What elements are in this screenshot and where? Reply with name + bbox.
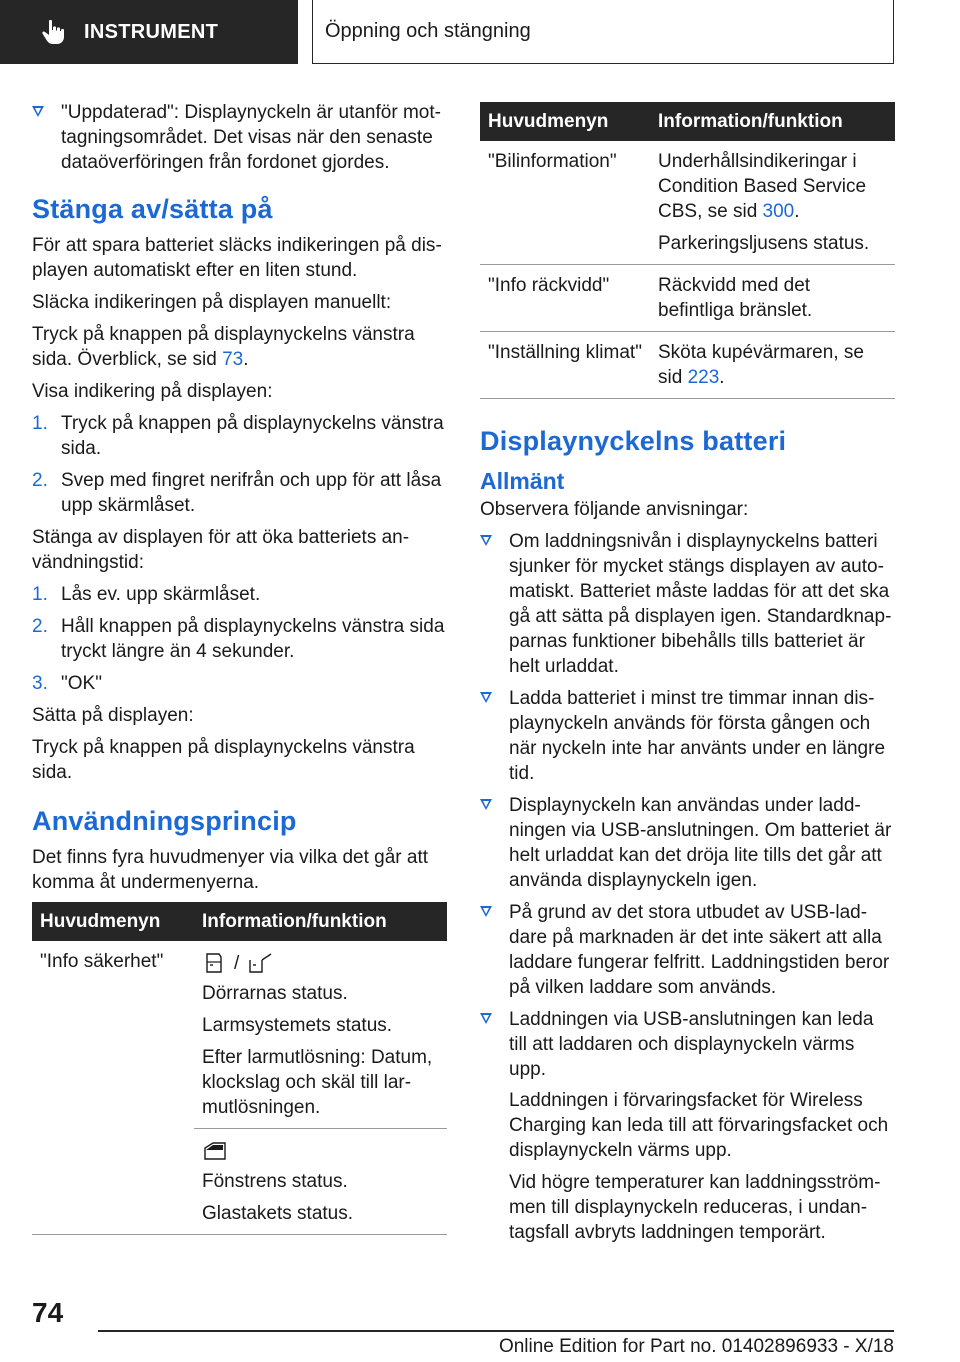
step-number: 2. bbox=[32, 616, 48, 637]
edition-text: Online Edition for Part no. 01402896933 - X/18 bbox=[498, 1336, 894, 1357]
table-row bbox=[480, 265, 895, 332]
triangle-bullet-icon bbox=[480, 1013, 492, 1024]
paragraph: Tryck på knappen på displaynyckelns vänstra sida. bbox=[32, 737, 415, 783]
menu-name-cell bbox=[32, 1129, 194, 1235]
paragraph: Stänga av displayen för att öka batteriets användningstid: bbox=[32, 527, 410, 573]
heading-usage-principle: Användningsprincip bbox=[32, 806, 297, 836]
chapter-title-text: Öppning och stängning bbox=[325, 20, 531, 42]
menu-name-cell: "Bilinformation" bbox=[480, 141, 650, 265]
table-row bbox=[480, 141, 895, 265]
paragraph: Observera följande anvisningar: bbox=[480, 499, 749, 520]
list-item-text: Ladda batteriet i minst tre timmar innan displaynyckeln används för första gången och när nyckeln inte har använts under en längre tid. bbox=[509, 688, 886, 784]
info-text-part: Underhållsindikeringar i Condition Based Service CBS, se sid bbox=[658, 151, 867, 222]
paragraph: Det finns fyra huvudmenyer via vilka det går att komma åt undermenyerna. bbox=[32, 847, 429, 893]
triangle-bullet-icon bbox=[480, 692, 492, 703]
battery-notes-list bbox=[480, 529, 895, 1245]
list-item bbox=[32, 411, 447, 461]
menu-name-cell: "Inställning klimat" bbox=[480, 332, 650, 399]
page-number: 74 bbox=[32, 1297, 64, 1328]
info-text: Glastakets status. bbox=[202, 1203, 354, 1224]
info-cell bbox=[650, 265, 895, 332]
paragraph: För att spara batteriet släcks indikeringen på displayen automatiskt efter en liten stund. bbox=[32, 235, 442, 281]
info-text: Dörrarnas status. bbox=[202, 983, 348, 1004]
triangle-bullet-icon bbox=[480, 799, 492, 810]
window-icon-row bbox=[202, 1137, 441, 1165]
section-tab[interactable] bbox=[0, 0, 298, 64]
icon-separator: / bbox=[234, 952, 240, 974]
info-text: Efter larmutlösning: Datum, klockslag och skäl till larmutlösningen. bbox=[202, 1047, 433, 1118]
info-cell bbox=[194, 1129, 447, 1235]
info-text: Parkeringsljusens status. bbox=[658, 233, 870, 254]
intro-bullet-list bbox=[32, 100, 447, 175]
list-item-subparagraph: Vid högre temperaturer kan laddningsströmmen till displaynyckeln reduceras, i undantagsfall avbryts laddningen temporärt. bbox=[509, 1172, 881, 1243]
car-window-icon bbox=[202, 1139, 228, 1163]
info-text: Fönstrens status. bbox=[202, 1171, 348, 1192]
paragraph-text: Tryck på knappen på displaynyckelns vänstra sida. Överblick, se sid bbox=[32, 324, 415, 370]
info-cell bbox=[650, 141, 895, 265]
hand-pointer-icon bbox=[38, 17, 68, 47]
info-text-part: . bbox=[719, 367, 725, 388]
list-item-text: Om laddningsnivån i displaynyckelns batteri sjunker för mycket stängs displayen av automatiskt. Batteriet måste laddas för att det ska gå att sätta på displayen igen. Standardknapparnas funktioner bibehålls tills batteriet är helt urladdat. bbox=[509, 531, 892, 677]
list-item-subparagraph: Laddningen i förvaringsfacket för Wireless Charging kan leda till att förvaringsfacket och displaynyckeln värms upp. bbox=[509, 1090, 889, 1161]
list-item-text: Lås ev. upp skärmlåset. bbox=[61, 584, 261, 605]
paragraph bbox=[32, 322, 447, 372]
page-header bbox=[0, 0, 960, 66]
table-row bbox=[32, 1129, 447, 1235]
car-door-icon bbox=[202, 951, 226, 975]
list-item bbox=[32, 582, 447, 607]
triangle-bullet-icon bbox=[480, 535, 492, 546]
steps-show-display bbox=[32, 411, 447, 518]
footer-divider bbox=[98, 1330, 894, 1332]
menu-name-cell: "Info säkerhet" bbox=[40, 951, 164, 972]
menu-name-cell: "Info räckvidd" bbox=[480, 265, 650, 332]
step-number: 3. bbox=[32, 673, 48, 694]
page-link-300[interactable]: 300 bbox=[762, 201, 795, 222]
list-item bbox=[480, 686, 895, 786]
list-item bbox=[32, 614, 447, 664]
list-item-text: "OK" bbox=[61, 673, 102, 694]
info-cell bbox=[194, 941, 447, 1129]
car-door-open-icon bbox=[247, 951, 275, 975]
info-text: Larmsystemets status. bbox=[202, 1015, 393, 1036]
right-column bbox=[480, 102, 895, 1252]
column-header: Information/funktion bbox=[194, 902, 447, 941]
main-menu-table-right bbox=[480, 102, 895, 399]
list-item bbox=[480, 900, 895, 1000]
triangle-bullet-icon bbox=[32, 106, 44, 117]
heading-display-key-battery: Displaynyckelns batteri bbox=[480, 426, 787, 456]
page-link-223[interactable]: 223 bbox=[687, 367, 720, 388]
table-row bbox=[480, 332, 895, 399]
step-number: 2. bbox=[32, 470, 48, 491]
list-item-text: Laddningen via USB-anslutningen kan leda till att laddaren och displaynyckeln värms upp. bbox=[509, 1009, 874, 1080]
left-column bbox=[32, 100, 447, 1243]
list-item bbox=[32, 671, 447, 696]
heading-general: Allmänt bbox=[480, 468, 565, 494]
column-header: Huvudmenyn bbox=[480, 102, 650, 141]
paragraph-text: . bbox=[243, 349, 249, 370]
list-item bbox=[32, 468, 447, 518]
chapter-title bbox=[312, 0, 894, 64]
info-text: Räckvidd med det befintliga bränslet. bbox=[658, 275, 813, 321]
list-item-text: Håll knappen på displaynyckelns vänstra sida tryckt längre än 4 sekunder. bbox=[61, 616, 445, 662]
info-cell bbox=[650, 332, 895, 399]
step-number: 1. bbox=[32, 413, 48, 434]
section-title: INSTRUMENT bbox=[84, 20, 219, 43]
list-item-text: Displaynyckeln kan användas under laddningen via USB-anslutningen. Om batteriet är helt urladdat kan det dröja lite tills det går att använda displaynyckeln igen. bbox=[509, 795, 892, 891]
list-item-text: På grund av det stora utbudet av USB-laddare på marknaden är det inte säkert att alla laddare fungerar felfritt. Laddningstiden beror på vilken laddare som används. bbox=[509, 902, 890, 998]
list-item bbox=[480, 1007, 895, 1245]
list-item-text: "Uppdaterad": Displaynyckeln är utanför mottagningsområdet. Det visas när den senaste dataöverföringen från fordonet gjordes. bbox=[61, 102, 441, 173]
list-item-text: Tryck på knappen på displaynyckelns vänstra sida. bbox=[61, 413, 444, 459]
steps-turn-off-display bbox=[32, 582, 447, 696]
table-row bbox=[32, 941, 447, 1129]
info-text bbox=[658, 340, 889, 390]
column-header: Information/funktion bbox=[650, 102, 895, 141]
column-header: Huvudmenyn bbox=[32, 902, 194, 941]
list-item bbox=[32, 100, 447, 175]
step-number: 1. bbox=[32, 584, 48, 605]
list-item bbox=[480, 529, 895, 679]
paragraph: Visa indikering på displayen: bbox=[32, 381, 273, 402]
paragraph: Släcka indikeringen på displayen manuellt: bbox=[32, 292, 392, 313]
door-icons bbox=[202, 949, 441, 977]
heading-turn-off-on: Stänga av/sätta på bbox=[32, 194, 273, 224]
main-menu-table-left bbox=[32, 902, 447, 1235]
info-text bbox=[658, 149, 889, 224]
triangle-bullet-icon bbox=[480, 906, 492, 917]
list-item bbox=[480, 793, 895, 893]
paragraph: Sätta på displayen: bbox=[32, 705, 194, 726]
info-text-part: Sköta kupévärmaren, se sid bbox=[658, 342, 864, 388]
page-link-73[interactable]: 73 bbox=[222, 349, 244, 370]
list-item-text: Svep med fingret nerifrån och upp för att låsa upp skärmlåset. bbox=[61, 470, 442, 516]
info-text-part: . bbox=[794, 201, 800, 222]
